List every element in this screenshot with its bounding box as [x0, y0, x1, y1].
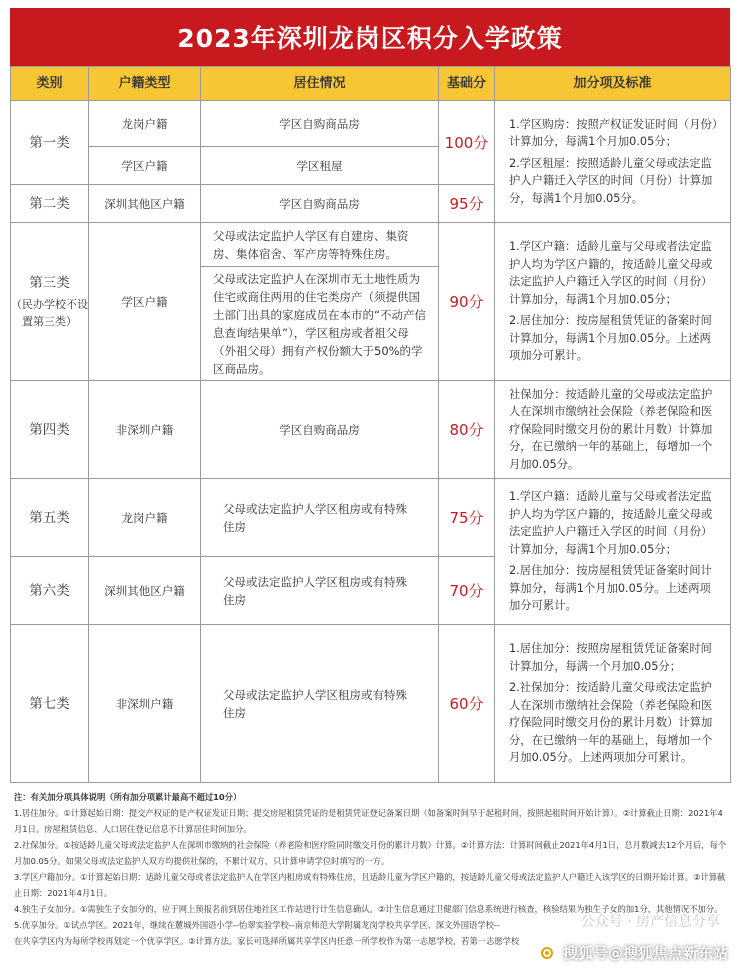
- bonus-cat-3-item-2: 2.居住加分：按房屋租赁凭证的备案时间计算加分，每满1个月加0.05分。上述两项加分可累计。: [509, 314, 712, 363]
- category-2-label: 第二类: [11, 185, 89, 223]
- category-6-household: 深圳其他区户籍: [89, 557, 201, 625]
- category-2-household: 深圳其他区户籍: [89, 185, 201, 223]
- faint-watermark: 公众号 · 房产信息分享: [580, 914, 720, 930]
- bonus-cat-7-item-2: 2.社保加分：按适龄儿童父母或法定监护人在深圳市缴纳社会保险（养老保险和医疗保险同时缴交月份的累计月数）计算加分，在已缴纳一年的基础上，每增加一个月加0.05分。上述两项加分可累计。: [509, 681, 713, 765]
- bonus-cat-7-item-1: 1.居住加分：按照房屋租赁凭证备案时间计算加分，每满一个月加0.05分；: [509, 642, 712, 673]
- table-row: [11, 101, 731, 147]
- category-7-residence: 父母或法定监护人学区租房或有特殊住房: [201, 625, 439, 783]
- note-item: 4.独生子女加分。①需独生子女加分的，应于网上预报名前到居住地社区工作站进行计生信息确认。②计生信息通过卫健部门信息系统进行核查，核验结果为独生子女的加1分，其他情况不加分。: [14, 904, 723, 914]
- category-2-residence: 学区自购商品房: [201, 185, 439, 223]
- table-header-row: [11, 67, 731, 101]
- category-5-label: 第五类: [11, 479, 89, 557]
- category-6-label: 第六类: [11, 557, 89, 625]
- note-item: 在共享学区内为每所学校再划定一个优享学区。②计算方法。家长可选择所属共享学区内任意一所学校作为第一志愿学校，若第一志愿学校: [14, 936, 520, 946]
- category-5-residence: 父母或法定监护人学区租房或有特殊住房: [201, 479, 439, 557]
- watermark-text: 搜狐号@搜狐焦点新东站: [562, 944, 728, 962]
- table-row: [11, 381, 731, 479]
- notes-heading: 注：有关加分项具体说明（所有加分项累计最高不超过10分）: [14, 792, 242, 802]
- bonus-cat-5-6-item-2: 2.居住加分：按房屋租赁凭证备案时间计算加分，每满1个月加0.05分。上述两项加分可累计。: [509, 564, 712, 613]
- bonus-cat-1-2: [495, 101, 731, 223]
- table-row: [11, 479, 731, 557]
- category-3-label: 第三类: [29, 274, 70, 291]
- header-base-score: 基础分: [439, 67, 495, 101]
- bonus-cat-1-2-item-1: 1.学区购房：按照产权证发证时间（月份）计算加分，每满1个月加0.05分；: [509, 117, 718, 149]
- header-category: 类别: [11, 67, 89, 101]
- bonus-cat-4: 社保加分：按适龄儿童的父母或法定监护人在深圳市缴纳社会保险（养老保险和医疗保险同时缴交月份的累计月数）计算加分，在已缴纳一年的基础上，每增加一个月加0.05分。: [495, 381, 731, 479]
- category-3-residence-a: 父母或法定监护人学区有自建房、集资房、集体宿舍、军产房等特殊住房。: [201, 223, 439, 267]
- bonus-cat-3: [495, 223, 731, 381]
- category-2-score: 95分: [439, 185, 495, 223]
- bonus-cat-5-6: [495, 479, 731, 625]
- category-5-household: 龙岗户籍: [89, 479, 201, 557]
- category-3-cell: [11, 223, 89, 381]
- category-1-label: 第一类: [11, 101, 89, 185]
- note-item: 3.学区户籍加分。①计算起始日期：适龄儿童父母或者法定监护人在学区内租房或有特殊住房，且适龄儿童为学区户籍的，按适龄儿童父母或法定监护人户籍迁入该学区的日期开始计算。②计算截止日期：2021年4月1日。: [14, 872, 726, 898]
- category-1-score: 100分: [439, 101, 495, 185]
- category-1-household-a: 龙岗户籍: [89, 101, 201, 147]
- bonus-cat-3-item-1: 1.学区户籍：适龄儿童与父母或者法定监护人均为学区户籍的，按适龄儿童父母或法定监护人户籍迁入学区的时间（月份）计算加分，每满1个月加0.05分；: [509, 240, 713, 306]
- category-3-note: （民办学校不设置第三类）: [11, 297, 88, 328]
- category-4-score: 80分: [439, 381, 495, 479]
- category-3-residence-b: 父母或法定监护人在深圳市无土地性质为住宅或商住两用的住宅类房产（须提供国土部门出具的家庭成员在本市的“不动产信息查询结果单”），学区租房或者祖父母（外祖父母）拥有产权份额大于50%的学区商品房。: [201, 267, 439, 381]
- bonus-cat-5-6-item-1: 1.学区户籍：适龄儿童与父母或者法定监护人均为学区户籍的，按适龄儿童父母或法定监护人户籍迁入学区的时间（月份）计算加分，每满1个月加0.05分；: [509, 490, 713, 556]
- category-7-score: 60分: [439, 625, 495, 783]
- category-7-label: 第七类: [11, 625, 89, 783]
- bonus-cat-7: [495, 625, 731, 783]
- watermark: [537, 942, 728, 963]
- category-5-score: 75分: [439, 479, 495, 557]
- category-4-household: 非深圳户籍: [89, 381, 201, 479]
- table-row: [11, 223, 731, 267]
- header-residence: 居住情况: [201, 67, 439, 101]
- category-6-score: 70分: [439, 557, 495, 625]
- note-item: 2.社保加分。①按适龄儿童父母或法定监护人在深圳市缴纳的社会保险（养老险和医疗险同时缴交月份的累计月数）计算。②计算方法：计算时间截止2021年4月1日，总月数减去12个月后，每个月加0.05分。如果父母或法定监护人双方均提供社保的，不累计双方，只计算申请学位时填写的一方。: [14, 840, 727, 866]
- header-bonus: 加分项及标准: [495, 67, 731, 101]
- policy-table: [10, 66, 731, 783]
- category-7-household: 非深圳户籍: [89, 625, 201, 783]
- category-4-residence: 学区自购商品房: [201, 381, 439, 479]
- header-household: 户籍类型: [89, 67, 201, 101]
- category-1-residence-b: 学区租屋: [201, 147, 439, 185]
- note-item: 5.优享加分。①试点学区。2021年，继续在麓城外国语小学--怡翠实验学校--南京师范大学附属龙岗学校共享学区、深文外国语学校--: [14, 920, 500, 930]
- category-3-score: 90分: [439, 223, 495, 381]
- category-1-household-b: 学区户籍: [89, 147, 201, 185]
- page-title: 2023年深圳龙岗区积分入学政策: [10, 8, 730, 66]
- category-1-residence-a: 学区自购商品房: [201, 101, 439, 147]
- category-4-label: 第四类: [11, 381, 89, 479]
- note-item: 1.居住加分。①计算起始日期：提交产权证的是产权证发证日期；提交房屋租赁凭证的是租赁凭证登记备案日期（如备案时间早于起租时间，按照起租时间开始计算）。②计算截止日期：2021年4月1日。房屋租赁信息、人口居住登记信息不计算居住时间加分。: [14, 808, 723, 834]
- table-row: [11, 625, 731, 783]
- category-6-residence: 父母或法定监护人学区租房或有特殊住房: [201, 557, 439, 625]
- sohu-logo-icon: [537, 943, 557, 963]
- bonus-cat-1-2-item-2: 2.学区租屋：按照适龄儿童父母或法定监护人户籍迁入学区的时间（月份）计算加分，每满1个月加0.05分。: [509, 156, 713, 205]
- category-3-household: 学区户籍: [89, 223, 201, 381]
